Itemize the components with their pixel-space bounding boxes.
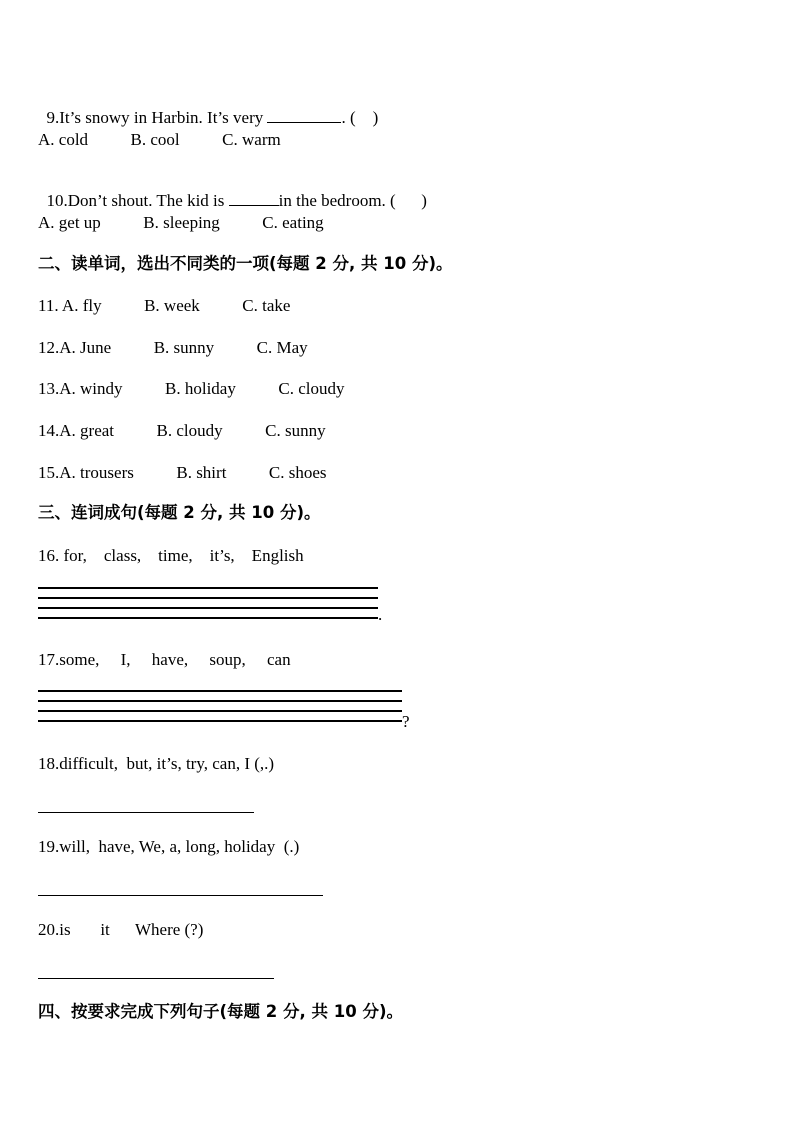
question-17-end-mark: ? — [402, 712, 410, 731]
question-13: 13.A. windy B. holiday C. cloudy — [38, 379, 345, 398]
answer-line — [38, 690, 402, 692]
answer-line[interactable] — [38, 812, 254, 813]
question-10-text: 10.Don’t shout. The kid is — [46, 191, 229, 210]
question-11: 11. A. fly B. week C. take — [38, 296, 291, 315]
question-12: 12.A. June B. sunny C. May — [38, 338, 308, 357]
question-9-options: A. cold B. cool C. warm — [38, 130, 281, 149]
answer-blank[interactable] — [267, 108, 341, 123]
section-4-heading: 四、按要求完成下列句子(每题 2 分, 共 10 分)。 — [38, 1002, 404, 1021]
answer-line — [38, 587, 378, 589]
question-10 — [38, 171, 427, 211]
answer-line[interactable] — [38, 978, 274, 979]
question-14: 14.A. great B. cloudy C. sunny — [38, 421, 326, 440]
question-9-text: 9.It’s snowy in Harbin. It’s very — [46, 108, 268, 127]
question-16: 16. for, class, time, it’s, English — [38, 546, 304, 565]
answer-line[interactable] — [38, 895, 323, 896]
question-10-options: A. get up B. sleeping C. eating — [38, 213, 324, 232]
section-3-heading: 三、连词成句(每题 2 分, 共 10 分)。 — [38, 503, 321, 522]
answer-line — [38, 720, 402, 722]
answer-line — [38, 700, 402, 702]
question-15: 15.A. trousers B. shirt C. shoes — [38, 463, 327, 482]
answer-line — [38, 710, 402, 712]
question-17: 17.some, I, have, soup, can — [38, 650, 291, 669]
question-16-end-mark: . — [378, 605, 383, 624]
question-10-bracket: in the bedroom. ( ) — [278, 191, 427, 210]
answer-line — [38, 617, 378, 619]
answer-blank[interactable] — [229, 191, 279, 206]
answer-line — [38, 597, 378, 599]
question-9-bracket: . ( ) — [341, 108, 379, 127]
question-19: 19.will, have, We, a, long, holiday (.) — [38, 837, 300, 856]
answer-line — [38, 607, 378, 609]
section-2-heading: 二、读单词，选出不同类的一项(每题 2 分, 共 10 分)。 — [38, 254, 453, 273]
question-18: 18.difficult, but, it’s, try, can, I (,.) — [38, 754, 275, 773]
question-20: 20.is it Where (?) — [38, 920, 204, 939]
question-9 — [38, 88, 378, 128]
